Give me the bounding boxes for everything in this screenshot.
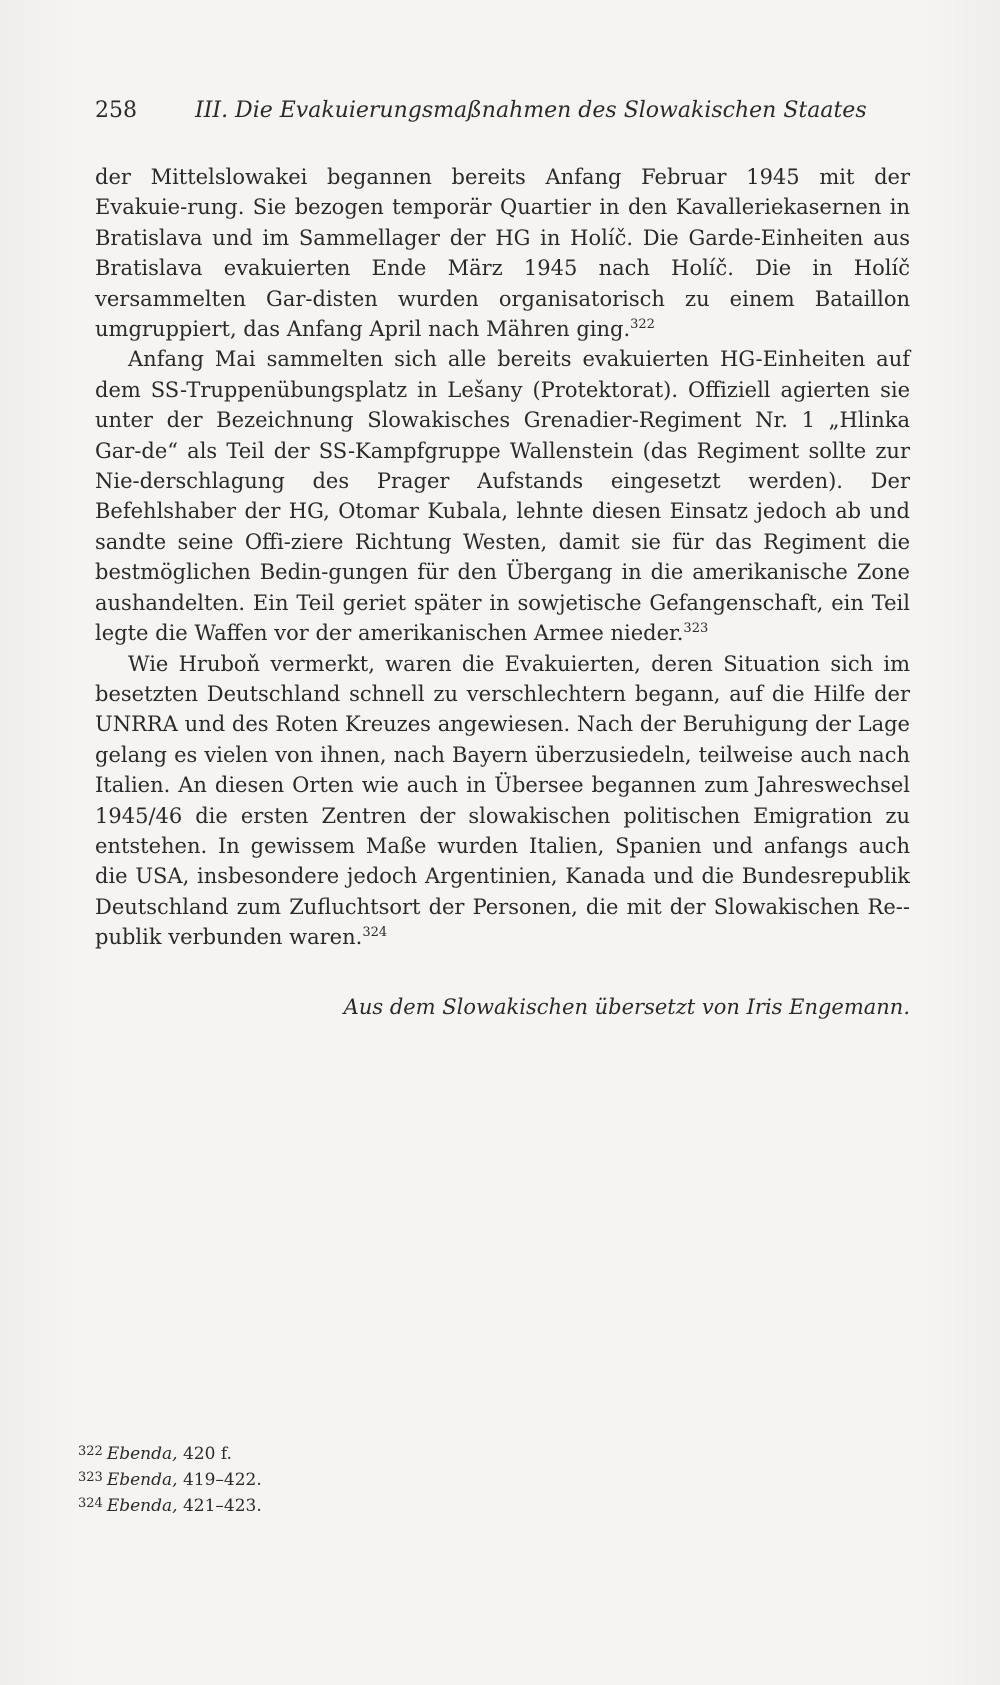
footnote-number: 322	[78, 1444, 103, 1459]
page-number: 258	[95, 98, 137, 123]
translator-note: Aus dem Slowakischen übersetzt von Iris Engemann.	[343, 995, 910, 1019]
footnote-ref-323[interactable]: 323	[683, 621, 709, 637]
footnote-pages: 421–423.	[182, 1496, 262, 1516]
footnote-323	[78, 1466, 678, 1492]
footnote-source: Ebenda,	[106, 1470, 178, 1490]
footnote-ref-322[interactable]: 322	[630, 317, 655, 333]
body-text	[95, 162, 910, 953]
paragraph-1	[95, 162, 910, 344]
paragraph-3-text: Wie Hruboň vermerkt, waren die Evakuierten, deren Situation sich im besetzten Deutschland schnell zu verschlechtern begann, auf die Hilfe der UNRRA und des Roten Kreuzes angewiesen. Nach der Beruhigung der Lage gelang es vielen von ihnen, nach Bayern überzusiedeln, teilweise auch nach Italien. An diesen Orten wie auch in Übersee begannen zum Jahreswechsel 1945/46 die ersten Zentren der slowakischen politischen Emigration zu entstehen. In gewissem Maße wurden Italien, Spanien und anfangs auch die USA, insbesondere jedoch Argentinien, Kanada und die Bundesrepublik Deutschland zum Zufluchtsort der Personen, die mit der Slowakischen Re-publik verbunden waren.	[95, 651, 910, 950]
footnote-322	[78, 1440, 678, 1466]
paragraph-2-text: Anfang Mai sammelten sich alle bereits evakuierten HG-Einheiten auf dem SS-Truppenübungsplatz in Lešany (Protektorat). Offiziell agierten sie unter der Bezeichnung Slowakisches Grenadier-Regiment Nr. 1 „Hlinka Gar-de“ als Teil der SS-Kampfgruppe Wallenstein (das Regiment sollte zur Nie-derschlagung des Prager Aufstands eingesetzt werden). Der Befehlshaber der HG, Otomar Kubala, lehnte diesen Einsatz jedoch ab und sandte seine Offi-ziere Richtung Westen, damit sie für das Regiment die bestmöglichen Bedin-gungen für den Übergang in die amerikanische Zone aushandelten. Ein Teil geriet später in sowjetische Gefangenschaft, ein Teil legte die Waffen vor der amerikanischen Armee nieder.	[95, 347, 910, 646]
running-title: III. Die Evakuierungsmaßnahmen des Slowakischen Staates	[195, 98, 867, 123]
footnote-number: 324	[78, 1496, 103, 1511]
footnote-pages: 420 f.	[182, 1444, 232, 1464]
footnote-pages: 419–422.	[182, 1470, 262, 1490]
footnote-source: Ebenda,	[106, 1444, 178, 1464]
paragraph-3	[95, 649, 910, 953]
footnote-324	[78, 1492, 678, 1518]
paragraph-1-text: der Mittelslowakei begannen bereits Anfang Februar 1945 mit der Evakuie-rung. Sie bezogen temporär Quartier in den Kavalleriekasernen in Bratislava und im Sammellager der HG in Holíč. Die Garde-Einheiten aus Bratislava evakuierten Ende März 1945 nach Holíč. Die in Holíč versammelten Gar-disten wurden organisatorisch zu einem Bataillon umgruppiert, das Anfang April nach Mähren ging.	[95, 165, 910, 342]
footnote-ref-324[interactable]: 324	[362, 925, 388, 941]
running-header	[95, 96, 915, 126]
footnote-source: Ebenda,	[106, 1496, 178, 1516]
footnote-number: 323	[78, 1470, 103, 1485]
paragraph-2	[95, 344, 910, 648]
footnotes	[78, 1440, 678, 1518]
